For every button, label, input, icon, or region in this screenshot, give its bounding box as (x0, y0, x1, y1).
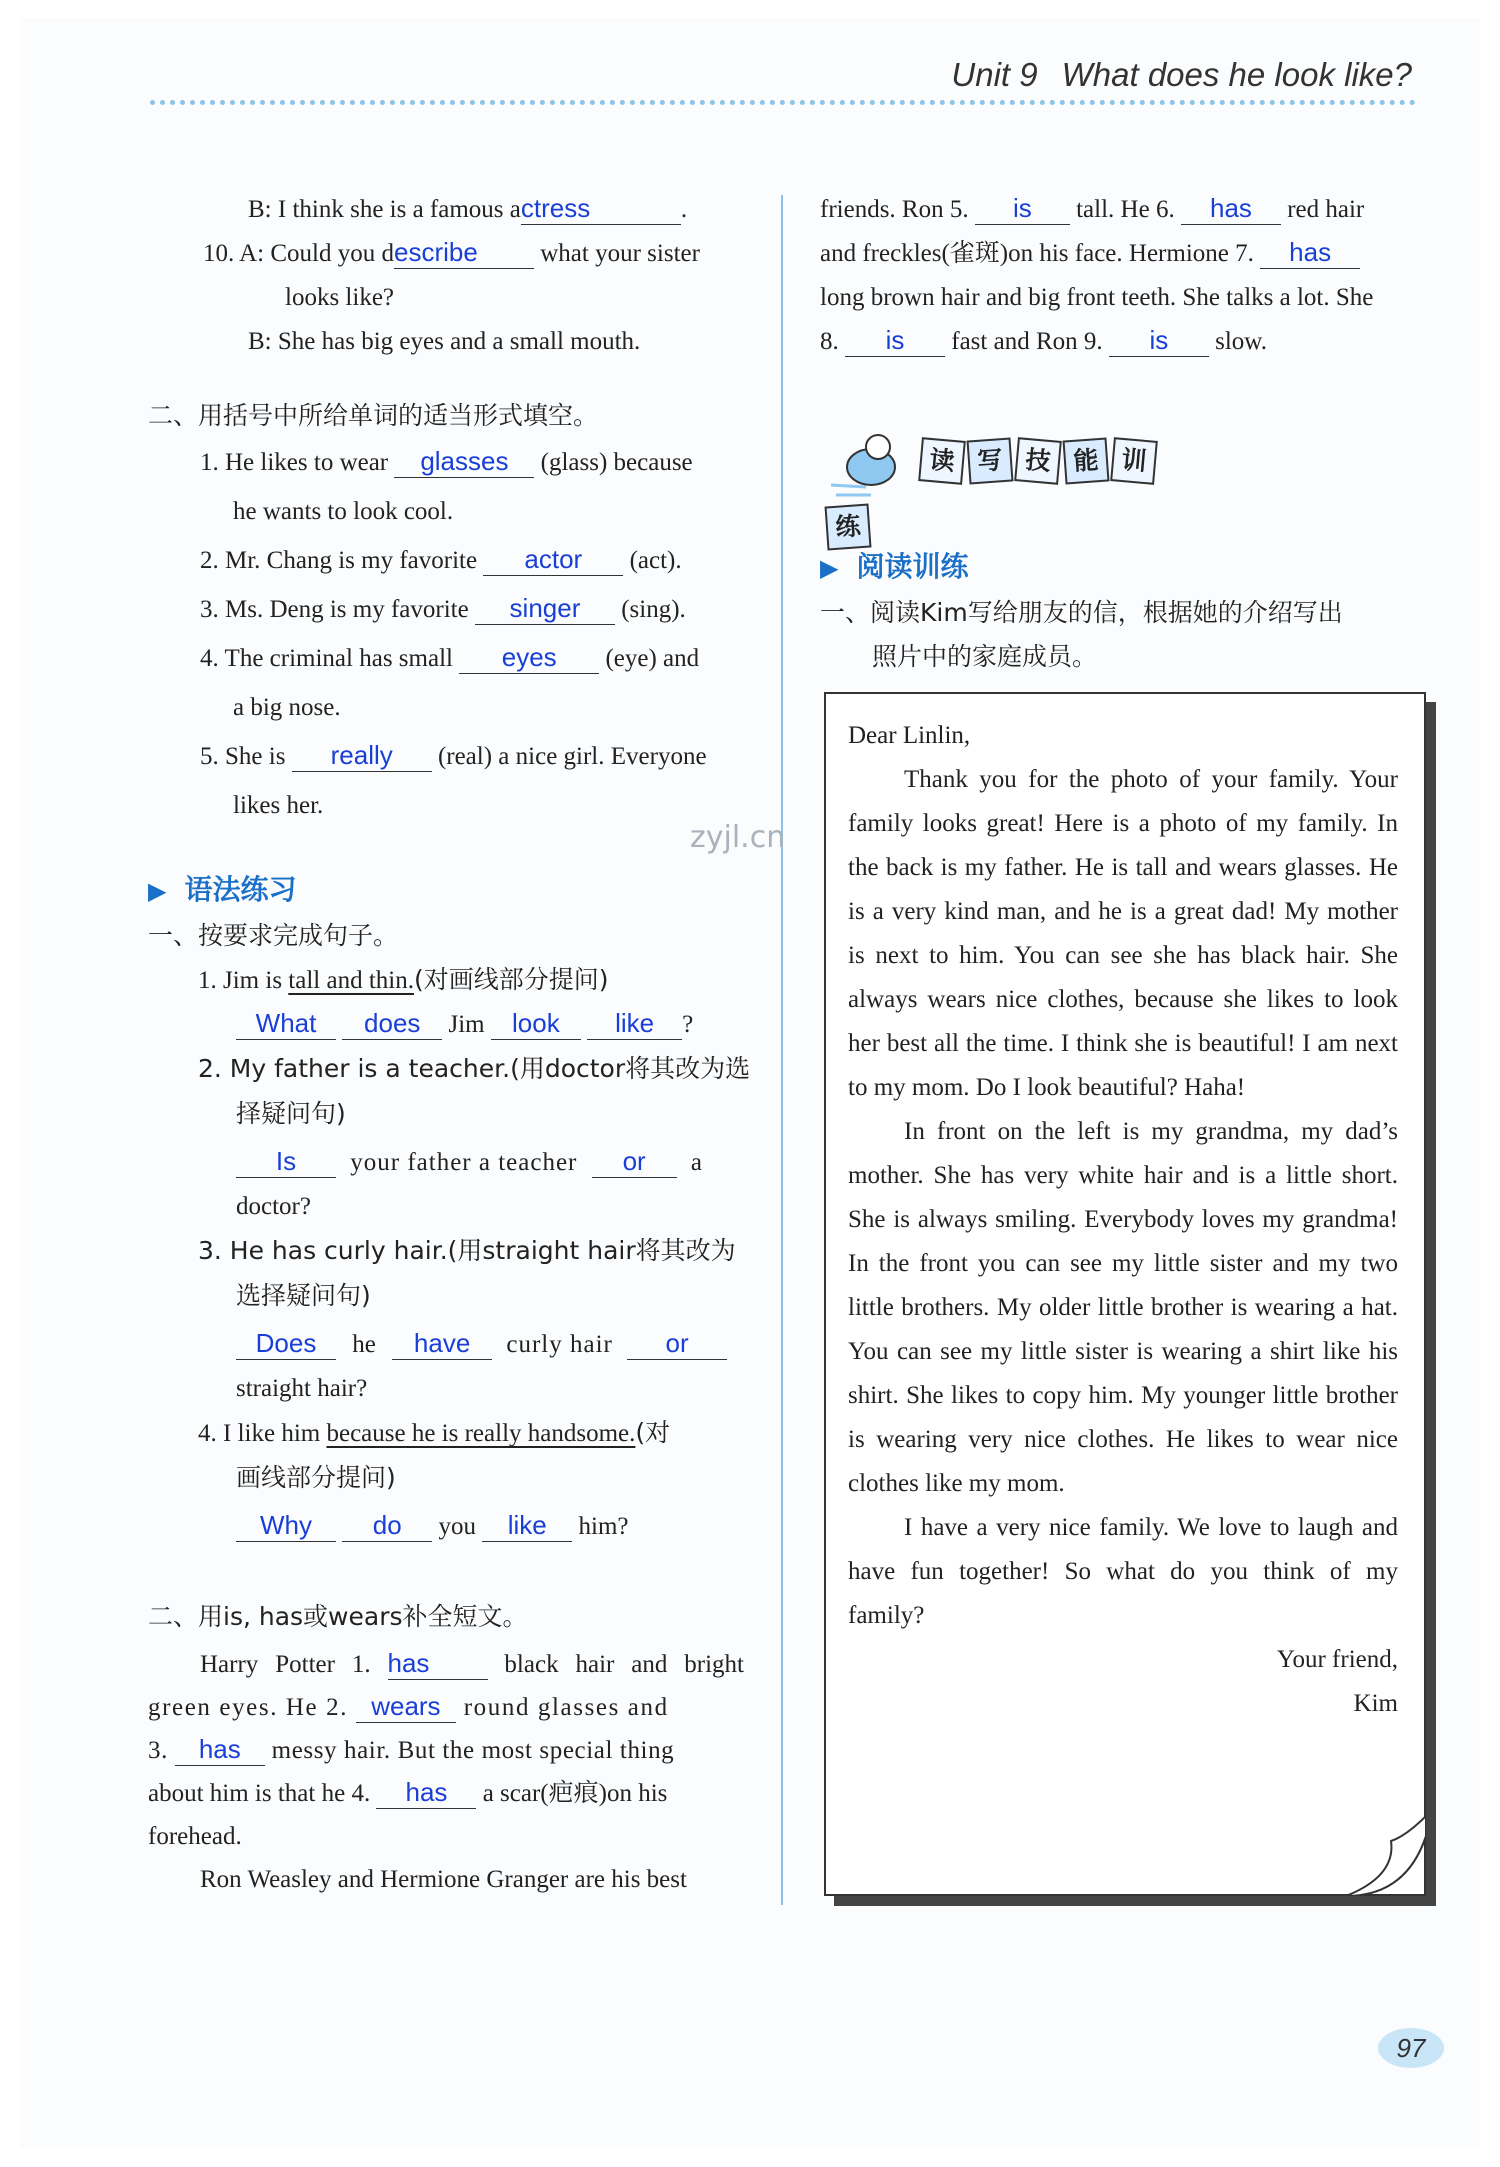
list-item: likes her. (233, 792, 324, 819)
list-item: 5. She is really (real) a nice girl. Everyone (200, 740, 707, 770)
banner-char: 写 (967, 437, 1014, 484)
answer-blank: eyes (459, 641, 599, 674)
passage-line: 8. is fast and Ron 9. is slow. (820, 325, 1267, 355)
unit-title: What does he look like? (1061, 56, 1412, 93)
g1-a3-cont: straight hair? (236, 1375, 368, 1402)
reading-instruction: 一、阅读Kim写给朋友的信，根据她的介绍写出 (820, 598, 1343, 627)
g1-a1: What does Jim look like ? (148, 1003, 744, 1047)
g1-q3b: 选择疑问句) (236, 1281, 371, 1310)
letter-card (824, 692, 1426, 1896)
g1-q4b: 画线部分提问) (236, 1463, 396, 1492)
g1-a2-cont: doctor? (236, 1193, 311, 1220)
letter-signature: Kim (1353, 1690, 1398, 1717)
reading-section (820, 545, 1430, 679)
passage-line: green eyes. He 2. wears round glasses and (148, 1691, 669, 1721)
banner-char: 训 (1110, 437, 1158, 485)
banner-char: 练 (825, 504, 872, 551)
banner-char: 技 (1014, 437, 1062, 485)
passage-line: Ron Weasley and Hermione Granger are his best (200, 1866, 687, 1893)
q10-a-cont: looks like? (285, 284, 395, 311)
list-item: 1. He likes to wear glasses (glass) because (200, 446, 693, 476)
letter-body (848, 714, 1398, 1726)
answer-blank: ctress (521, 192, 681, 225)
letter-paragraph: In front on the left is my grandma, my dad’s mother. She has very white hair and is a little short. She is always smiling. Everybody loves my grandma! In the front you can see my little sister and my two little brothers. My older little brother is wearing a hat. You can see my little sister is wearing a shirt like his shirt. She likes to copy him. My younger little brother is wearing very nice clothes. He likes to wear nice clothes like my mom. (848, 1118, 1398, 1497)
passage-line: about him is that he 4. has a scar(疤痕)on his (148, 1777, 668, 1807)
list-item: he wants to look cool. (233, 498, 454, 525)
triangle-icon: ▶ (148, 879, 167, 905)
grammar-heading: ▶ 语法练习 (148, 873, 297, 906)
q10-b-line: B: She has big eyes and a small mouth. (248, 328, 641, 355)
q9-b-line: B: I think she is a famous actress . (248, 193, 688, 223)
triangle-icon: ▶ (820, 556, 839, 582)
g1-q1: 1. Jim is tall and thin.(对画线部分提问) (198, 965, 609, 994)
passage-line: forehead. (148, 1823, 242, 1850)
passage (148, 1643, 744, 1901)
reading-instruction: 照片中的家庭成员。 (872, 642, 1098, 671)
page-number: 97 (1378, 2028, 1444, 2068)
answer-blank: actor (483, 543, 623, 576)
q10-a-line: 10. A: Could you describe what your sister (203, 237, 700, 267)
g1-q2: 2. My father is a teacher.(用doctor将其改为选 (198, 1054, 751, 1083)
g1-a3: Does he have curly hair or (148, 1323, 744, 1367)
mascot-icon (826, 425, 916, 505)
passage-line: Harry Potter 1. has black hair and bright (200, 1648, 744, 1678)
passage-line: friends. Ron 5. is tall. He 6. has red hair (820, 193, 1365, 223)
passage-line: long brown hair and big front teeth. She talks a lot. She (820, 284, 1374, 311)
unit-label: Unit 9 (951, 56, 1038, 93)
list-item: 3. Ms. Deng is my favorite singer (sing). (200, 593, 686, 623)
answer-blank: escribe (394, 236, 534, 269)
column-divider (781, 195, 783, 1905)
page-header (951, 56, 1412, 94)
banner-char: 能 (1063, 437, 1110, 484)
letter-closing: Your friend, (1276, 1646, 1398, 1673)
answer-blank: really (292, 739, 432, 772)
list-item: 2. Mr. Chang is my favorite actor (act). (200, 544, 682, 574)
right-column (820, 188, 1420, 364)
letter-paragraph: I have a very nice family. We love to laugh and have fun together! So what do you think of my family? (848, 1514, 1398, 1629)
letter-greeting: Dear Linlin, (848, 722, 971, 749)
answer-blank: glasses (394, 445, 534, 478)
banner-char: 读 (918, 437, 966, 485)
section-title: 二、用is, has或wears补全短文。 (148, 1602, 528, 1631)
g1-a2: Is your father a teacher or a (148, 1141, 744, 1185)
left-column (148, 188, 751, 1901)
letter-paragraph: Thank you for the photo of your family. Your family looks great! Here is a photo of my family. In the back is my father. He is tall and wears glasses. He is a very kind man, and he is a great dad! My mother is next to him. You can see she has black hair. She always wears nice clothes, because she likes to look her best all the time. I think she is beautiful! I am next to my mom. Do I look beautiful? Haha! (848, 766, 1398, 1101)
fill-in-list (148, 438, 744, 830)
page-curl-icon (1346, 1816, 1426, 1896)
watermark: zyjl.cn (690, 820, 786, 855)
reading-heading: ▶ 阅读训练 (820, 550, 969, 583)
passage-line: and freckles(雀斑)on his face. Hermione 7. has (820, 232, 1420, 276)
g1-q3: 3. He has curly hair.(用straight hair将其改为 (198, 1236, 736, 1265)
section-title: 一、按要求完成句子。 (148, 921, 399, 950)
header-dotted-rule (150, 100, 1416, 105)
g1-a4: Why do you like him? (148, 1505, 744, 1549)
g1-q4: 4. I like him because he is really handsome.(对 (198, 1418, 671, 1447)
list-item: a big nose. (233, 694, 341, 721)
answer-blank: singer (475, 592, 615, 625)
passage-line: 3. has messy hair. But the most special thing (148, 1734, 675, 1764)
section-title: 二、用括号中所给单词的适当形式填空。 (148, 401, 599, 430)
g1-q2b: 择疑问句) (236, 1099, 346, 1128)
list-item: 4. The criminal has small eyes (eye) and (200, 642, 700, 672)
skills-banner (826, 425, 1206, 542)
